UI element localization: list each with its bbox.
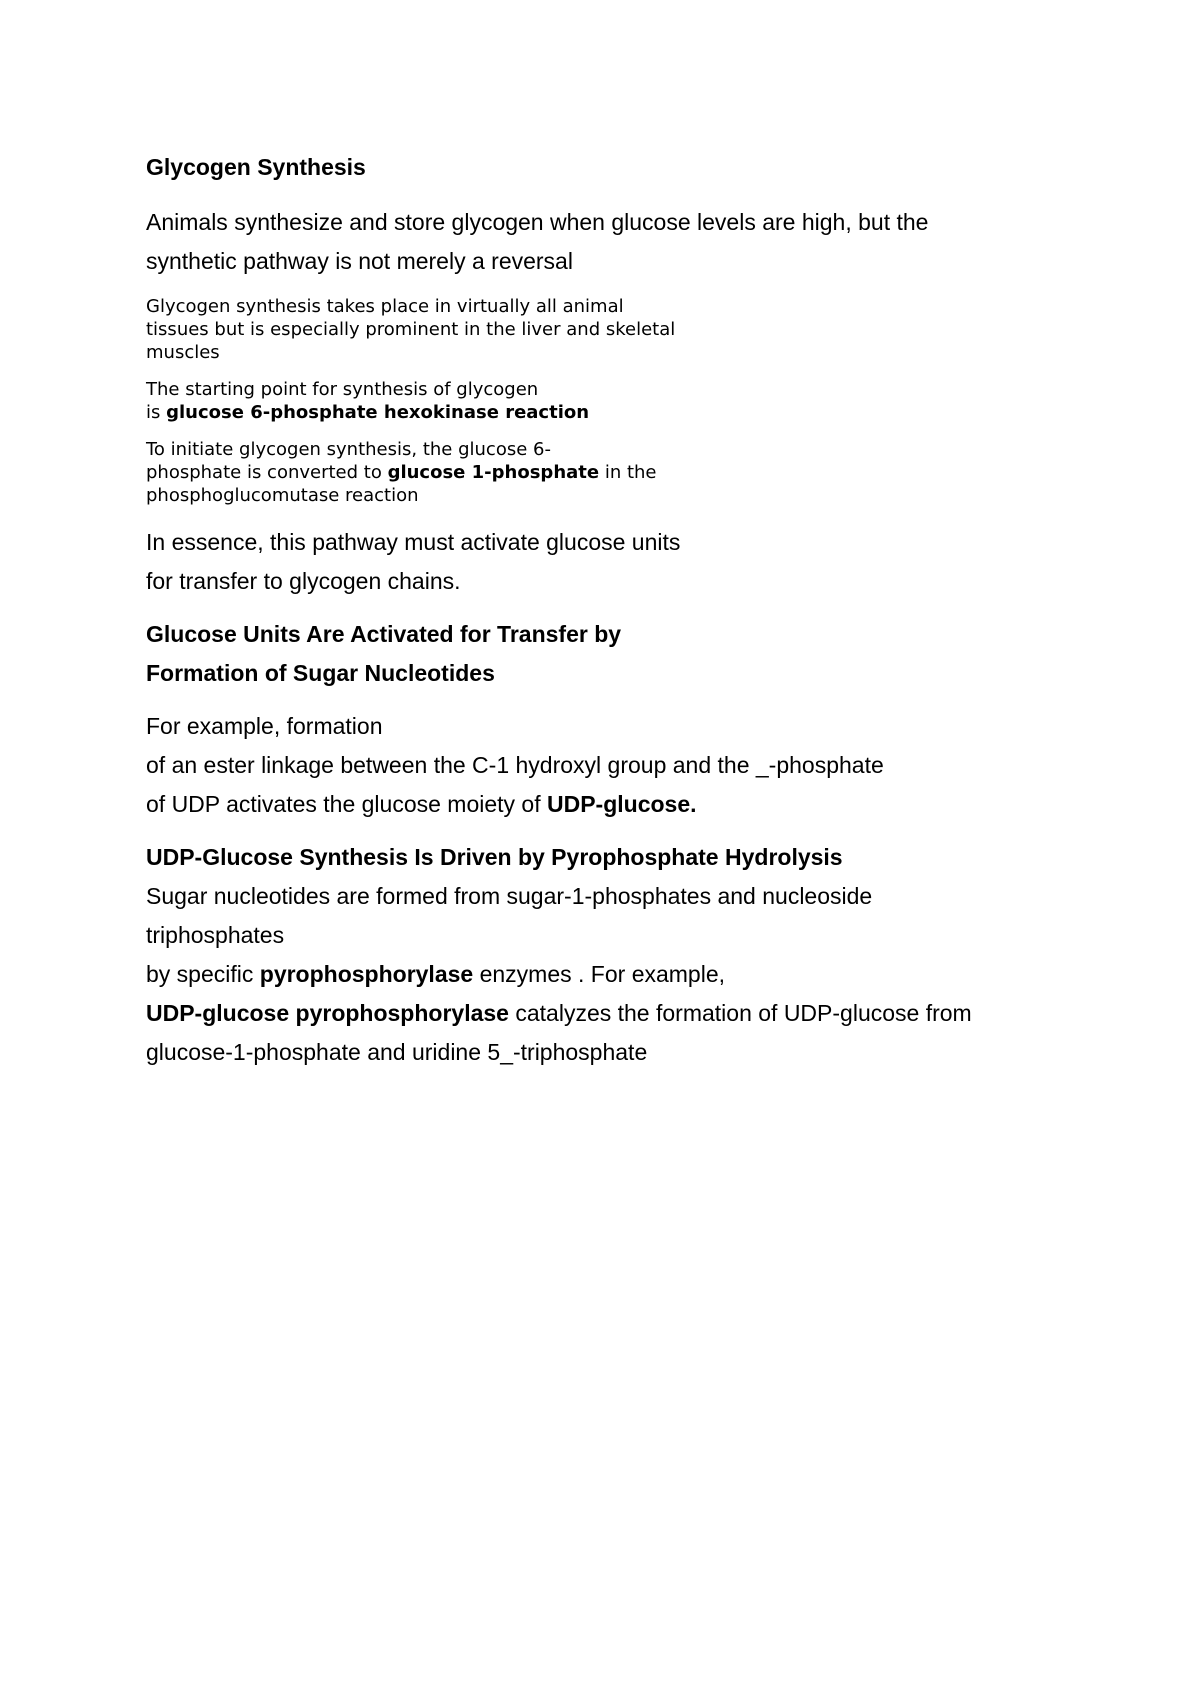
udp-glucose-section	[146, 838, 1086, 1072]
udp-line-2: triphosphates	[146, 922, 285, 948]
udp-line-4	[146, 994, 1086, 1033]
tissues-paragraph	[146, 295, 1086, 364]
udp-line-1: Sugar nucleotides are formed from sugar-1-phosphates and nucleoside	[146, 883, 873, 909]
activated-section-heading	[146, 615, 1086, 693]
initiate-line-1: To initiate glycogen synthesis, the glucose 6-	[146, 439, 551, 460]
initiate-line-2-bold: glucose 1-phosphate	[387, 462, 600, 483]
example-line-1: For example, formation	[146, 713, 383, 739]
document-page	[146, 148, 1086, 1072]
activated-heading-line-1: Glucose Units Are Activated for Transfer by	[146, 621, 622, 647]
essence-line-1: In essence, this pathway must activate glucose units	[146, 529, 681, 555]
initiate-paragraph	[146, 438, 1086, 507]
tissues-line-2: tissues but is especially prominent in the liver and skeletal	[146, 319, 676, 340]
document-title	[146, 148, 1086, 187]
example-line-3-prefix: of UDP activates the glucose moiety of	[146, 791, 547, 817]
essence-line-2: for transfer to glycogen chains.	[146, 568, 461, 594]
udp-line-4-bold: UDP-glucose pyrophosphorylase	[146, 1000, 509, 1026]
example-paragraph	[146, 707, 1086, 824]
udp-line-3	[146, 955, 1086, 994]
starting-line-2	[146, 401, 1086, 424]
udp-line-3-prefix: by specific	[146, 961, 260, 987]
starting-point-paragraph	[146, 378, 1086, 424]
udp-line-4-suffix: catalyzes the formation of UDP-glucose from	[508, 1000, 972, 1026]
example-line-3-bold: UDP-glucose.	[547, 791, 697, 817]
starting-line-1: The starting point for synthesis of glycogen	[146, 379, 539, 400]
udp-line-5: glucose-1-phosphate and uridine 5_-triphosphate	[146, 1039, 648, 1065]
intro-line-1: Animals synthesize and store glycogen when glucose levels are high, but the	[146, 209, 929, 235]
starting-line-2-bold: glucose 6-phosphate hexokinase reaction	[166, 402, 590, 423]
starting-line-2-prefix: is	[146, 402, 167, 423]
intro-paragraph	[146, 203, 1086, 281]
title-text: Glycogen Synthesis	[146, 154, 366, 180]
initiate-line-2-prefix: phosphate is converted to	[146, 462, 388, 483]
initiate-line-3: phosphoglucomutase reaction	[146, 485, 419, 506]
udp-line-3-suffix: enzymes . For example,	[473, 961, 726, 987]
tissues-line-1: Glycogen synthesis takes place in virtually all animal	[146, 296, 624, 317]
udp-section-heading: UDP-Glucose Synthesis Is Driven by Pyrophosphate Hydrolysis	[146, 844, 843, 870]
udp-line-3-bold: pyrophosphorylase	[259, 961, 474, 987]
essence-paragraph	[146, 523, 1086, 601]
initiate-line-2	[146, 461, 1086, 484]
intro-line-2: synthetic pathway is not merely a reversal	[146, 248, 573, 274]
tissues-line-3: muscles	[146, 342, 220, 363]
example-line-2: of an ester linkage between the C-1 hydroxyl group and the _-phosphate	[146, 752, 884, 778]
example-line-3	[146, 785, 1086, 824]
initiate-line-2-suffix: in the	[599, 462, 657, 483]
activated-heading-line-2: Formation of Sugar Nucleotides	[146, 660, 495, 686]
